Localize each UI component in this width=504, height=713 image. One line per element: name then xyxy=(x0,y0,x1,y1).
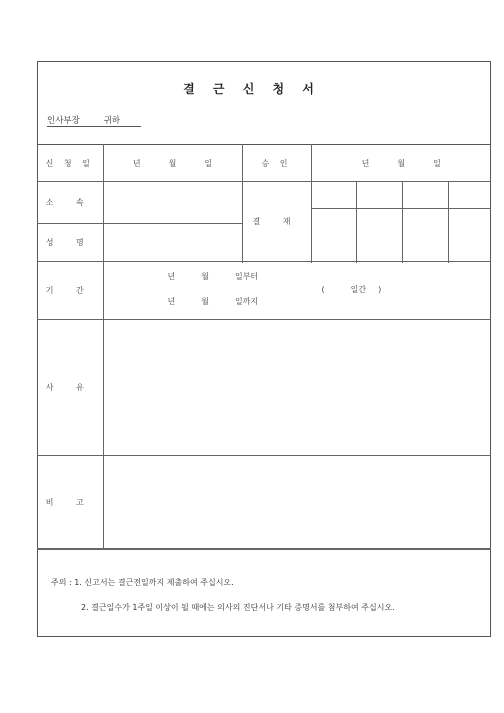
addressee-dept: 인사부장 xyxy=(47,116,80,126)
label-sign: 결 재 xyxy=(242,182,311,262)
form-title: 결 근 신 청 서 xyxy=(183,82,321,96)
sign-box[interactable] xyxy=(356,209,402,262)
apply-date-field[interactable]: 년 월 일 xyxy=(103,145,242,182)
sign-box[interactable] xyxy=(448,209,491,262)
label-approval: 승 인 xyxy=(242,145,311,182)
period-end: 년 월 일까지 xyxy=(167,297,259,306)
notes-section xyxy=(37,549,491,637)
note-1: 주의 : 1. 신고서는 결근전일까지 제출하여 주십시오. xyxy=(51,578,234,587)
addressee-suffix: 귀하 xyxy=(103,116,121,126)
label-affiliation: 소 속 xyxy=(37,182,103,224)
period-field[interactable] xyxy=(103,262,491,320)
absence-form-table xyxy=(37,144,491,549)
label-period: 기 간 xyxy=(37,262,103,320)
remarks-field[interactable] xyxy=(103,456,491,549)
sign-box[interactable] xyxy=(402,209,448,262)
approval-date-field[interactable]: 년 월 일 xyxy=(311,145,491,182)
label-remarks: 비 고 xyxy=(37,456,103,549)
sign-box[interactable] xyxy=(311,209,356,262)
reason-field[interactable] xyxy=(103,320,491,456)
label-name: 성 명 xyxy=(37,224,103,262)
name-field[interactable] xyxy=(103,224,242,262)
addressee xyxy=(47,114,120,126)
label-reason: 사 유 xyxy=(37,320,103,456)
affiliation-field[interactable] xyxy=(103,182,242,224)
sign-header-cell xyxy=(448,182,491,209)
sign-header-cell xyxy=(356,182,402,209)
period-start: 년 월 일부터 xyxy=(167,272,259,281)
label-apply-date: 신 청 일 xyxy=(37,145,103,182)
period-days: ( 일간 ) xyxy=(321,285,382,294)
sign-header-cell xyxy=(402,182,448,209)
addressee-underline xyxy=(47,126,141,127)
sign-header-cell xyxy=(311,182,356,209)
note-2: 2. 결근일수가 1주일 이상이 될 때에는 의사의 진단서나 기타 증명서를 첨부하여 주십시오. xyxy=(81,603,395,612)
